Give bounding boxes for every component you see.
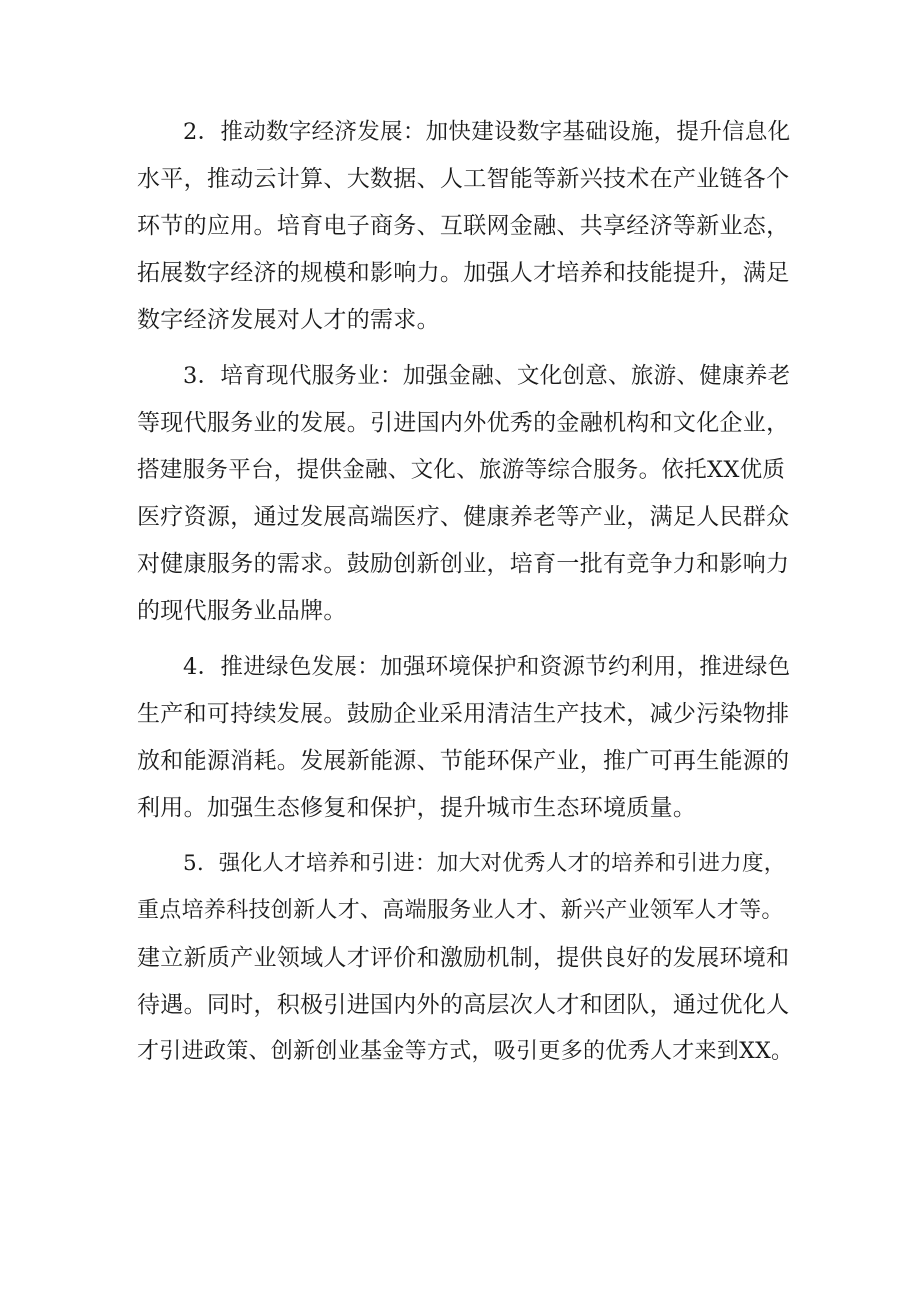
paragraph-2-line-3: 环节的应用。培育电子商务、互联网金融、共享经济等新业态，	[137, 213, 790, 239]
paragraph-2-line-4: 拓展数字经济的规模和影响力。加强人才培养和技能提升，满足	[137, 260, 790, 286]
paragraph-4-line-2: 生产和可持续发展。鼓励企业采用清洁生产技术，减少污染物排	[137, 701, 790, 727]
paragraph-4-line-4: 利用。加强生态修复和保护，提升城市生态环境质量。	[137, 795, 697, 821]
paragraph-5-line-4: 待遇。同时，积极引进国内外的高层次人才和团队，通过优化人	[137, 992, 790, 1018]
paragraph-5-line-3: 建立新质产业领域人才评价和激励机制，提供良好的发展环境和	[137, 945, 790, 971]
paragraph-5-line-1: 5．强化人才培养和引进：加大对优秀人才的培养和引进力度，	[183, 851, 786, 876]
paragraph-3-line-6: 的现代服务业品牌。	[137, 598, 347, 624]
paragraph-2-line-5: 数字经济发展对人才的需求。	[137, 307, 440, 333]
paragraph-4-line-1: 4．推进绿色发展：加强环境保护和资源节约利用，推进绿色	[183, 654, 791, 680]
paragraph-5-line-2: 重点培养科技创新人才、高端服务业人才、新兴产业领军人才等。	[137, 898, 784, 923]
paragraph-2-line-2: 水平，推动云计算、大数据、人工智能等新兴技术在产业链各个	[137, 166, 790, 192]
paragraph-3-line-4: 医疗资源，通过发展高端医疗、健康养老等产业，满足人民群众	[137, 504, 790, 530]
paragraph-4-line-3: 放和能源消耗。发展新能源、节能环保产业，推广可再生能源的	[137, 748, 790, 774]
paragraph-3-line-5: 对健康服务的需求。鼓励创新创业，培育一批有竞争力和影响力	[137, 551, 790, 577]
paragraph-3-line-1: 3．培育现代服务业：加强金融、文化创意、旅游、健康养老	[183, 363, 791, 389]
paragraph-5-line-5: 才引进政策、创新创业基金等方式，吸引更多的优秀人才来到XX。	[137, 1039, 794, 1064]
paragraph-3-line-2: 等现代服务业的发展。引进国内外优秀的金融机构和文化企业，	[137, 410, 790, 436]
paragraph-3-line-3: 搭建服务平台，提供金融、文化、旅游等综合服务。依托XX优质	[137, 457, 786, 483]
paragraph-2-line-1: 2．推动数字经济发展：加快建设数字基础设施，提升信息化	[183, 119, 791, 145]
